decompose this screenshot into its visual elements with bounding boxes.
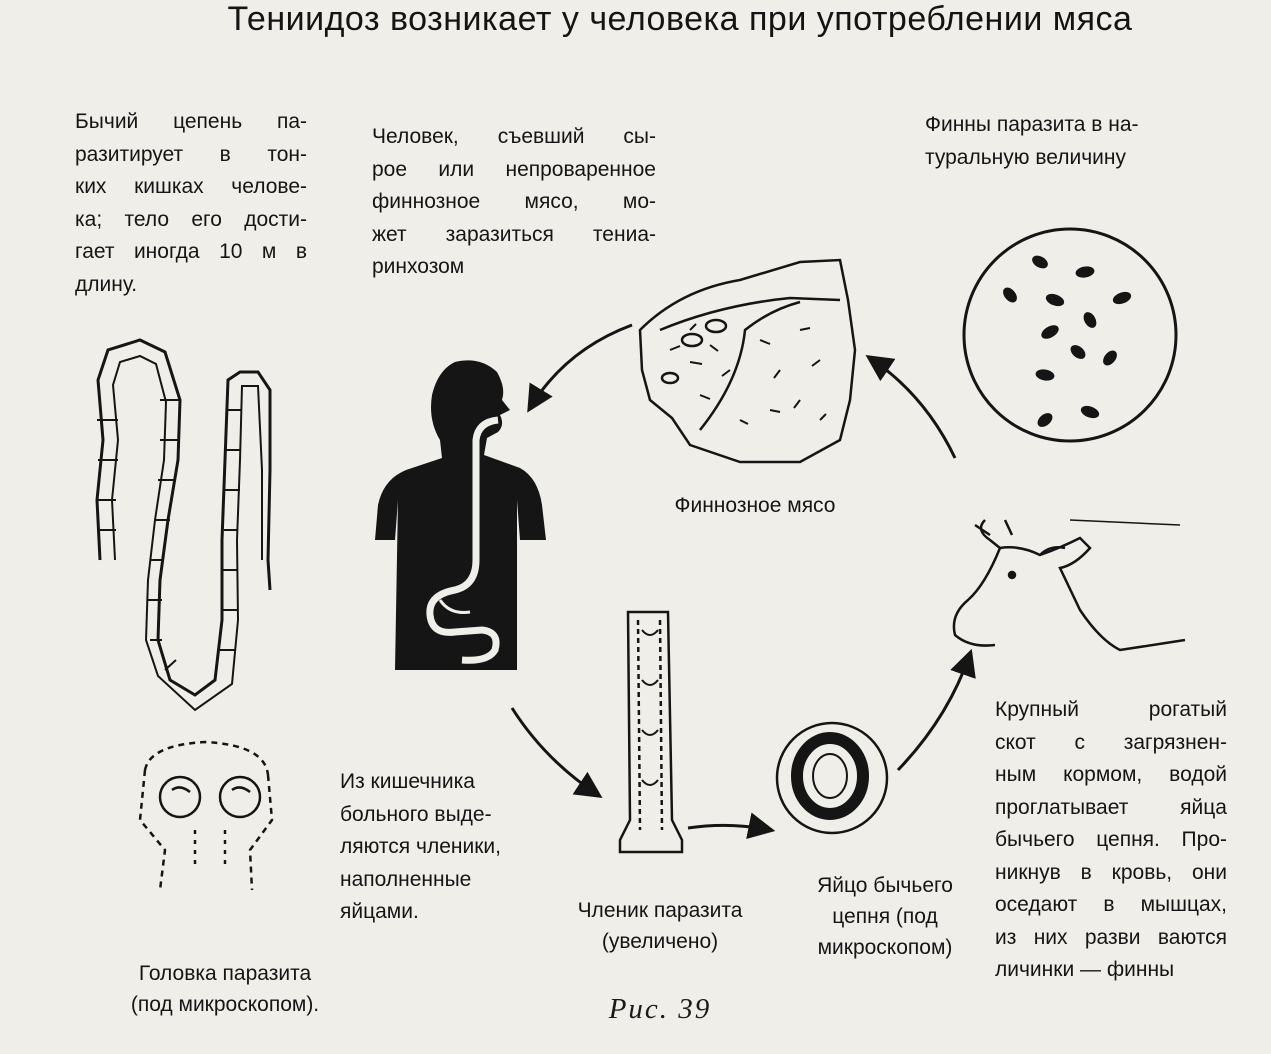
caption-line: Яйцо бычьего (817, 874, 953, 897)
human-silhouette (375, 360, 546, 670)
text-line: проглатывает яйца (995, 795, 1227, 819)
text-line: оседают в мышцах, (995, 893, 1227, 916)
text-line: Из кишечника (340, 770, 475, 793)
cow-head-drawing (954, 520, 1185, 650)
text-line: из них разви ваются (995, 925, 1227, 949)
caption-line: Головка паразита (138, 962, 312, 985)
text-line: финнозное мясо, мо- (372, 190, 656, 213)
caption-line: (увеличено) (601, 930, 719, 953)
text-line: ным кормом, водой (995, 763, 1227, 786)
text-line: больного выде- (340, 802, 492, 826)
page-title: Тениидоз возникает у человека при употреблении мяса (227, 0, 1133, 38)
text-line: никнув в кровь, они (995, 860, 1227, 884)
arrow-human-to-segment (512, 708, 598, 795)
parasite-head-drawing (140, 742, 272, 890)
text-line: Человек, съевший сы- (372, 125, 656, 148)
text-line: ляются членики, (340, 835, 501, 858)
finns-natural-size-drawing (964, 229, 1176, 441)
text-line: Бычий цепень па- (75, 110, 307, 133)
text-line: Крупный рогатый (995, 698, 1227, 721)
text-line: личинки — финны (995, 958, 1175, 981)
tapeworm-body (97, 340, 270, 710)
cycle-arrows (512, 325, 970, 830)
text-line: ка; тело его дости- (75, 207, 307, 231)
arrow-egg-to-cattle (898, 654, 970, 770)
text-line: жет заразиться тениа- (372, 222, 656, 246)
infected-meat-drawing (640, 260, 855, 462)
text-line: ких кишках челове- (75, 175, 307, 198)
text-line: яйцами. (340, 900, 419, 923)
text-line: длину. (75, 272, 138, 296)
text-line: туральную величину (925, 145, 1127, 169)
text-line: рое или непроваренное (372, 157, 656, 181)
arrow-segment-to-egg (688, 825, 770, 830)
text-line: бычьего цепня. Про- (995, 828, 1227, 851)
arrow-cattle-to-meat (870, 358, 955, 458)
caption-line: Членик паразита (577, 899, 743, 922)
caption-line: (под микроскопом). (130, 993, 320, 1016)
caption-line: микроскопом) (817, 936, 953, 959)
text-line: разитирует в тон- (75, 142, 307, 166)
parasite-segment-drawing (620, 612, 682, 852)
text-line: наполненные (340, 867, 472, 891)
text-line: гает иногда 10 м в (75, 240, 307, 263)
caption-line: цепня (под (832, 905, 938, 928)
text-line: ринхозом (372, 255, 465, 278)
text-line: скот с загрязнен- (995, 730, 1227, 754)
tapeworm-egg-drawing (777, 723, 887, 833)
figure-label: Рис. 39 (608, 993, 712, 1025)
caption-line: Финнозное мясо (674, 494, 836, 517)
arrow-meat-to-human (530, 325, 632, 408)
text-line: Финны паразита в на- (925, 113, 1139, 136)
